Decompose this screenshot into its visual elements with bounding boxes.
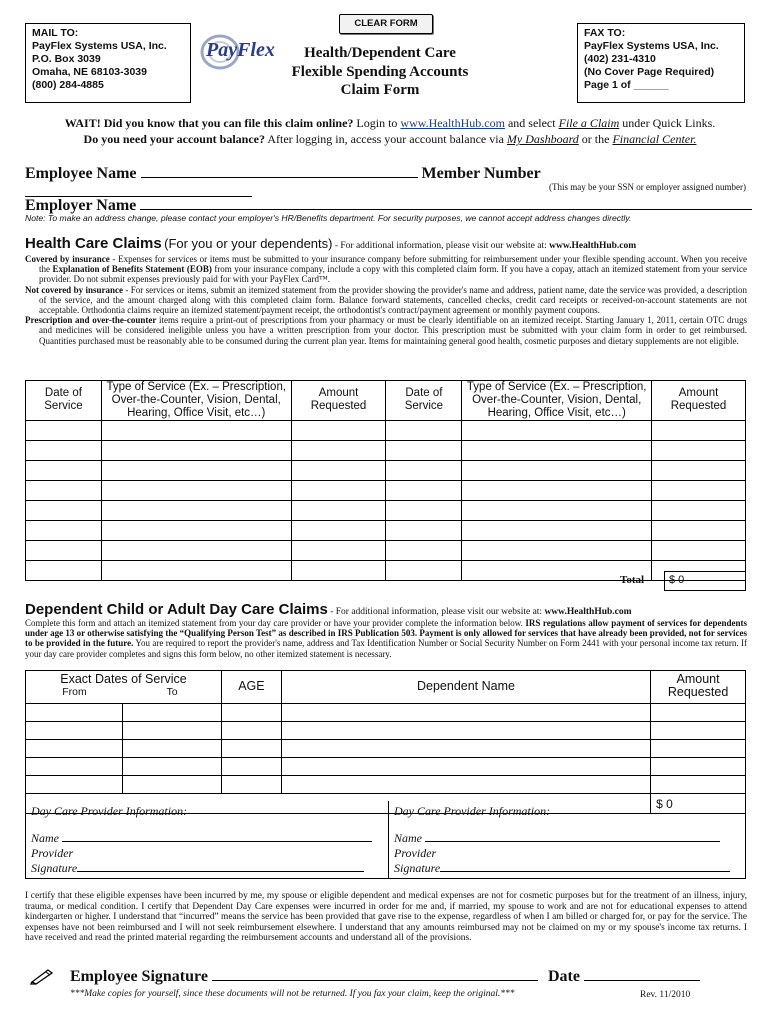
date-cell[interactable] xyxy=(26,561,102,581)
col-exact-dates xyxy=(26,671,222,704)
amount-cell[interactable] xyxy=(291,461,386,481)
file-claim-link[interactable]: File a Claim xyxy=(558,116,620,130)
age-cell[interactable] xyxy=(222,704,282,722)
age-cell[interactable] xyxy=(222,722,282,740)
table-row xyxy=(26,461,746,481)
footer-note: ***Make copies for yourself, since these documents will not be returned. If you fax your claim, keep the original.*** xyxy=(70,989,515,999)
provider-info-label-right: Day Care Provider Information: xyxy=(394,804,551,818)
from-cell[interactable] xyxy=(26,776,123,794)
col-amount-requested-2: Amount Requested xyxy=(652,381,746,421)
type-cell[interactable] xyxy=(462,501,652,521)
amount-cell[interactable] xyxy=(652,521,746,541)
health-care-title: Health Care Claims xyxy=(25,235,162,252)
dependent-care-title: Dependent Child or Adult Day Care Claims xyxy=(25,601,328,618)
provider-info-left xyxy=(31,804,381,876)
col-age: AGE xyxy=(222,671,282,704)
from-label: From xyxy=(62,686,87,698)
type-cell[interactable] xyxy=(101,541,291,561)
table-row xyxy=(26,421,746,441)
date-cell[interactable] xyxy=(26,461,102,481)
to-cell[interactable] xyxy=(123,758,222,776)
date-cell[interactable] xyxy=(386,421,462,441)
provider-label-left: Provider xyxy=(31,846,74,860)
logo-text: PayFlex xyxy=(206,39,275,61)
date-cell[interactable] xyxy=(26,481,102,501)
mail-phone: (800) 284-4885 xyxy=(32,79,104,91)
amount-cell[interactable] xyxy=(291,561,386,581)
not-covered-paragraph xyxy=(25,285,747,316)
revision-label: Rev. 11/2010 xyxy=(640,990,691,1000)
col-date-of-service-2: Date of Service xyxy=(386,381,462,421)
dependent-care-header xyxy=(25,601,750,618)
provider-info-right xyxy=(394,804,744,876)
type-cell[interactable] xyxy=(101,441,291,461)
fax-to-box xyxy=(577,23,745,103)
type-cell[interactable] xyxy=(462,521,652,541)
certification-text: I certify that these eligible expenses have been incurred by me, my spouse or eligible dependent and medical expenses are not for cosmetic purposes but for the treatment of an illness, injury, trauma, or medical condition. I certify that Dependent Day Care expenses were incurred in order for me and, if married, my spouse to work and are not for educational expenses to attend kindergarten or higher. I understand that “incurred” means the service has been provided that gave rise to the expense, regardless of when I am billed or charged for, or pay for the service. The expenses have not been reimbursed and I will not seek reimbursement elsewhere. I understand that any amounts reimbursed may not be claimed on my or my spouse's income tax returns. I have received and read the printed material regarding the reimbursement accounts and understand all of the provisions. xyxy=(25,891,747,944)
rx-paragraph xyxy=(25,315,747,346)
health-care-subtitle: (For you or your dependents) xyxy=(164,236,333,251)
date-cell[interactable] xyxy=(386,481,462,501)
amount-cell[interactable] xyxy=(652,441,746,461)
age-cell[interactable] xyxy=(222,758,282,776)
balance-question: Do you need your account balance? xyxy=(83,132,265,146)
select-text: and select xyxy=(504,116,559,130)
amount-cell[interactable] xyxy=(291,541,386,561)
amount-cell[interactable] xyxy=(651,776,746,794)
health-info-text: - For additional information, please visit our website at: xyxy=(332,241,550,251)
amount-cell[interactable] xyxy=(291,501,386,521)
date-cell[interactable] xyxy=(26,521,102,541)
provider-signature-label-left: Signature xyxy=(31,861,78,875)
exact-dates-label: Exact Dates of Service xyxy=(60,672,187,686)
to-cell[interactable] xyxy=(123,704,222,722)
to-cell[interactable] xyxy=(123,776,222,794)
dependent-instructions xyxy=(25,618,747,659)
table-row xyxy=(26,481,746,501)
online-notice xyxy=(40,116,740,131)
type-cell[interactable] xyxy=(462,461,652,481)
dependent-claims-table xyxy=(25,670,746,814)
clear-form-button[interactable]: CLEAR FORM xyxy=(339,14,433,34)
table-row xyxy=(26,740,746,758)
health-total-label: Total xyxy=(620,574,645,586)
from-cell[interactable] xyxy=(26,704,123,722)
dependent-name-cell[interactable] xyxy=(281,722,650,740)
provider-info-area xyxy=(25,801,746,879)
provider-name-label-left: Name xyxy=(31,831,59,845)
amount-cell[interactable] xyxy=(291,521,386,541)
dependent-info-site: www.HealthHub.com xyxy=(544,607,632,617)
mail-city: Omaha, NE 68103-3039 xyxy=(32,66,147,78)
to-cell[interactable] xyxy=(123,740,222,758)
not-covered-text: - For services or items, submit an itemized statement from the provider showing the provider's name and address, patient name, date the service was provided, a description of the service, and the amount charged along with this completed claim form. Balance forward statements, cancelled checks, credit card receipts or received-on-account statements are not acceptable. Orthodontia claims require an itemized statement/payment receipt, the orthodontist's contract/payment agreement or monthly payment coupons. xyxy=(39,284,747,316)
employee-signature-row xyxy=(70,967,750,986)
title-line-1: Health/Dependent Care xyxy=(304,45,456,61)
to-label: To xyxy=(166,686,178,698)
table-row xyxy=(26,501,746,521)
fax-page-count: Page 1 of ______ xyxy=(584,79,669,91)
title-line-3: Claim Form xyxy=(340,82,420,98)
health-instructions xyxy=(25,254,747,346)
col-date-of-service: Date of Service xyxy=(26,381,102,421)
title-line-2: Flexible Spending Accounts xyxy=(291,63,469,80)
type-cell[interactable] xyxy=(101,461,291,481)
rx-label: Prescription and over-the-counter xyxy=(25,315,157,326)
type-cell[interactable] xyxy=(101,561,291,581)
col-dependent-name: Dependent Name xyxy=(281,671,650,704)
login-text: Login to xyxy=(353,116,401,130)
employee-signature-label: Employee Signature xyxy=(70,968,208,985)
date-cell[interactable] xyxy=(386,541,462,561)
amount-cell[interactable] xyxy=(651,704,746,722)
provider-info-label-left: Day Care Provider Information: xyxy=(31,804,188,818)
table-row xyxy=(26,704,746,722)
provider-divider xyxy=(388,801,389,879)
member-number-note: (This may be your SSN or employer assigned number) xyxy=(549,182,746,192)
dependent-text-bold: IRS regulations allow payment of services for dependents under age 13 or otherwise satisfying the “Qualifying Person Test” as described in IRS Publication 503. Payment is only allowed for services that have already been provided, not for services to be provided in the future. xyxy=(25,618,747,649)
member-number-input[interactable] xyxy=(25,183,252,197)
col-dependent-amount: Amount Requested xyxy=(651,671,746,704)
table-row xyxy=(26,441,746,461)
type-cell[interactable] xyxy=(101,521,291,541)
form-title xyxy=(285,44,475,100)
health-claims-table xyxy=(25,380,746,581)
provider-label-right: Provider xyxy=(394,846,437,860)
type-cell[interactable] xyxy=(462,441,652,461)
date-cell[interactable] xyxy=(386,561,462,581)
covered-text-2: from your insurance company, include a copy with this completed claim form. If you have a copay, attach an itemized statement from your service provider. Do not submit expenses previously paid for with your PayFlex Card™. xyxy=(39,264,747,285)
type-cell[interactable] xyxy=(101,421,291,441)
table-row xyxy=(26,521,746,541)
healthhub-link[interactable]: www.HealthHub.com xyxy=(400,116,505,130)
covered-text: - Expenses for services or items must be submitted to your insurance company before submitting for reimbursement under your flexible spending account. When you receive the xyxy=(39,254,747,275)
employee-signature-input[interactable] xyxy=(212,967,538,981)
amount-cell[interactable] xyxy=(652,421,746,441)
dependent-text-2: You are required to report the provider's name, address and Tax Identification Number or Social Security Number on Form 2441 with your personal income tax return. If your day care provider completes and signs this form below, no other itemized statement is necessary. xyxy=(25,638,747,659)
address-change-note: Note: To make an address change, please contact your employer's HR/Benefits department. For security purposes, we cannot accept address changes directly. xyxy=(25,213,632,223)
provider-name-input-right[interactable] xyxy=(425,831,720,842)
after-login-text: After logging in, access your account balance via xyxy=(264,132,507,146)
fax-number: (402) 231-4310 xyxy=(584,53,656,65)
covered-label: Covered by insurance xyxy=(25,254,110,264)
from-cell[interactable] xyxy=(26,758,123,776)
date-cell[interactable] xyxy=(26,441,102,461)
provider-signature-label-right: Signature xyxy=(394,861,441,875)
dependent-total-value[interactable]: $ 0 xyxy=(651,794,746,814)
eob-text: Explanation of Benefits Statement (EOB) xyxy=(52,264,212,275)
or-the-text: or the xyxy=(578,132,613,146)
payflex-logo xyxy=(198,26,290,76)
amount-cell[interactable] xyxy=(652,461,746,481)
type-cell[interactable] xyxy=(462,541,652,561)
date-cell[interactable] xyxy=(386,501,462,521)
table-row xyxy=(26,776,746,794)
amount-cell[interactable] xyxy=(651,740,746,758)
date-cell[interactable] xyxy=(26,501,102,521)
from-cell[interactable] xyxy=(26,740,123,758)
financial-center-link[interactable]: Financial Center. xyxy=(612,132,697,146)
amount-cell[interactable] xyxy=(652,541,746,561)
dependent-name-cell[interactable] xyxy=(281,776,650,794)
type-cell[interactable] xyxy=(101,481,291,501)
col-amount-requested: Amount Requested xyxy=(291,381,386,421)
col-type-of-service-2: Type of Service (Ex. – Prescription, Over-the-Counter, Vision, Dental, Hearing, Office Visit, etc…) xyxy=(462,381,652,421)
amount-cell[interactable] xyxy=(652,501,746,521)
age-cell[interactable] xyxy=(222,740,282,758)
provider-name-input-left[interactable] xyxy=(62,831,372,842)
employee-name-input[interactable] xyxy=(141,164,418,178)
date-label: Date xyxy=(547,968,580,985)
health-care-header xyxy=(25,235,750,252)
fax-to-label: FAX TO: xyxy=(584,27,626,39)
health-info-site: www.HealthHub.com xyxy=(549,241,637,251)
fax-cover-note: (No Cover Page Required) xyxy=(584,66,715,78)
member-number-label: Member Number xyxy=(421,165,541,182)
date-cell[interactable] xyxy=(386,441,462,461)
date-cell[interactable] xyxy=(386,521,462,541)
amount-cell[interactable] xyxy=(651,758,746,776)
not-covered-label: Not covered by insurance xyxy=(25,284,123,295)
mail-to-box xyxy=(25,23,191,103)
mail-company: PayFlex Systems USA, Inc. xyxy=(32,40,167,52)
employer-name-input[interactable] xyxy=(140,196,752,210)
balance-notice xyxy=(40,132,740,147)
type-cell[interactable] xyxy=(101,501,291,521)
date-cell[interactable] xyxy=(26,541,102,561)
provider-signature-input-left[interactable] xyxy=(77,861,364,872)
quick-links-text: under Quick Links. xyxy=(619,116,716,130)
amount-cell[interactable] xyxy=(651,722,746,740)
fax-company: PayFlex Systems USA, Inc. xyxy=(584,40,719,52)
employer-name-label: Employer Name xyxy=(25,197,137,214)
mail-to-label: MAIL TO: xyxy=(32,27,79,39)
dependent-name-cell[interactable] xyxy=(281,704,650,722)
date-input[interactable] xyxy=(584,967,700,981)
employee-name-label: Employee Name xyxy=(25,165,137,182)
col-type-of-service: Type of Service (Ex. – Prescription, Over-the-Counter, Vision, Dental, Hearing, Office Visit, etc…) xyxy=(101,381,291,421)
dependent-info-text: - For additional information, please visit our website at: xyxy=(327,607,545,617)
to-cell[interactable] xyxy=(123,722,222,740)
table-row xyxy=(26,758,746,776)
from-cell[interactable] xyxy=(26,722,123,740)
pen-icon xyxy=(30,967,56,985)
table-row xyxy=(26,722,746,740)
type-cell[interactable] xyxy=(462,481,652,501)
health-total-value[interactable]: $ 0 xyxy=(664,571,746,591)
dashboard-link[interactable]: My Dashboard xyxy=(506,132,579,146)
amount-cell[interactable] xyxy=(291,441,386,461)
provider-signature-input-right[interactable] xyxy=(440,861,730,872)
dependent-name-cell[interactable] xyxy=(281,758,650,776)
date-cell[interactable] xyxy=(386,461,462,481)
table-row xyxy=(26,541,746,561)
mail-po-box: P.O. Box 3039 xyxy=(32,53,101,65)
rx-text: items require a print-out of prescriptions from your pharmacy or must be clearly identifiable on an itemized receipt. Starting January 1, 2011, certain OTC drugs and medicines will be considered ineligible unless you have a written prescription from your doctor. This prescription must be submitted with your claim form in order to get reimbursed. Quantities purchased must be reasonably able to be consumed during the current plan year. Items for maintaining general good health, cosmetic purposes and dietary supplements are not eligible. xyxy=(39,315,747,346)
date-cell[interactable] xyxy=(26,421,102,441)
type-cell[interactable] xyxy=(462,421,652,441)
amount-cell[interactable] xyxy=(291,481,386,501)
wait-text: WAIT! Did you know that you can file this claim online? xyxy=(64,116,354,130)
covered-paragraph xyxy=(25,254,747,285)
age-cell[interactable] xyxy=(222,776,282,794)
dependent-text-1: Complete this form and attach an itemized statement from your day care provider or have your provider complete the information below. xyxy=(25,618,526,628)
amount-cell[interactable] xyxy=(291,421,386,441)
dependent-name-cell[interactable] xyxy=(281,740,650,758)
provider-name-label-right: Name xyxy=(394,831,422,845)
amount-cell[interactable] xyxy=(652,481,746,501)
